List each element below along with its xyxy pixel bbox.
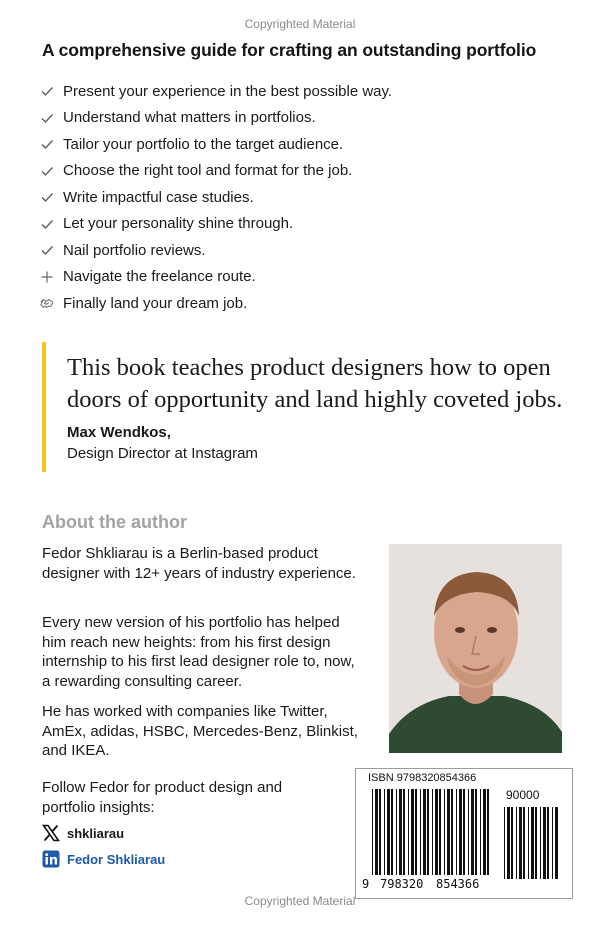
handshake-icon <box>40 296 54 310</box>
check-icon <box>40 190 54 204</box>
barcode-bar <box>387 789 390 875</box>
barcode-digit-group: 798320 <box>380 877 424 891</box>
barcode-bar <box>528 807 529 879</box>
linkedin-name: Fedor Shkliarau <box>67 851 166 867</box>
quote-author: Max Wendkos, <box>67 424 171 441</box>
x-handle-link[interactable] <box>42 824 124 842</box>
feature-text: Finally land your dream job. <box>63 294 248 312</box>
barcode-bar <box>511 807 513 879</box>
bio-paragraph: Fedor Shkliarau is a Berlin-based product designer with 12+ years of industry experience. <box>42 545 356 582</box>
barcode-bar <box>447 789 450 875</box>
check-icon <box>40 243 54 257</box>
barcode-bar <box>543 807 546 879</box>
barcode-digit-lead: 9 <box>362 877 370 891</box>
about-heading: About the author <box>42 512 187 532</box>
check-icon <box>40 111 54 125</box>
watermark-top: Copyrighted Material <box>244 17 356 31</box>
feature-item <box>40 131 392 158</box>
check-icon <box>40 217 54 231</box>
check-icon <box>40 137 54 151</box>
barcode-bar <box>456 789 457 875</box>
feature-item <box>40 211 392 238</box>
feature-item <box>40 158 392 185</box>
plus-icon <box>40 270 54 284</box>
barcode-bar <box>420 789 421 875</box>
barcode-bar <box>432 789 433 875</box>
barcode-bar <box>423 789 426 875</box>
x-logo-icon <box>42 824 60 842</box>
barcode-bar <box>523 807 525 879</box>
feature-text: Tailor your portfolio to the target audience. <box>63 135 344 153</box>
barcode-bar <box>552 807 553 879</box>
check-icon <box>40 84 54 98</box>
feature-item <box>40 105 392 132</box>
bio-paragraph: Every new version of his portfolio has helped him reach new heights: from his first design internship to his first lead designer role to, now, a rewarding consulting career. <box>42 614 355 690</box>
barcode-bar <box>547 807 549 879</box>
barcode-bar <box>372 789 373 875</box>
barcode-bar <box>519 807 522 879</box>
barcode-bar <box>439 789 441 875</box>
barcode-bar <box>487 789 489 875</box>
barcode-bar <box>379 789 381 875</box>
feature-text: Nail portfolio reviews. <box>63 241 206 259</box>
feature-text: Understand what matters in portfolios. <box>63 109 316 127</box>
feature-item <box>40 184 392 211</box>
barcode-bar <box>408 789 409 875</box>
barcode-bar <box>531 807 534 879</box>
barcode-bar <box>516 807 517 879</box>
barcode-digit-group: 854366 <box>436 877 480 891</box>
feature-text: Navigate the freelance route. <box>63 268 256 286</box>
barcode-bar <box>471 789 474 875</box>
barcode-bar <box>483 789 486 875</box>
quote-author-role: Design Director at Instagram <box>67 445 258 462</box>
feature-item <box>40 237 392 264</box>
barcode-bar <box>555 807 558 879</box>
bio-paragraph: He has worked with companies like Twitter, AmEx, adidas, HSBC, Mercedes-Benz, Blinkist, and IKEA. <box>42 703 358 759</box>
x-handle: shkliarau <box>67 825 125 841</box>
linkedin-logo-icon <box>42 850 60 868</box>
barcode-bar <box>463 789 465 875</box>
barcode-bar <box>535 807 537 879</box>
feature-list <box>40 78 392 317</box>
barcode-bar <box>403 789 405 875</box>
barcode-bar <box>504 807 505 879</box>
barcode-bar <box>468 789 469 875</box>
follow-text: Follow Fedor for product design and portfolio insights: <box>42 779 283 816</box>
feature-text: Present your experience in the best possible way. <box>63 82 393 100</box>
quote-text: This book teaches product designers how to open doors of opportunity and land highly coveted jobs. <box>67 354 563 413</box>
check-icon <box>40 164 54 178</box>
feature-item <box>40 78 392 105</box>
isbn-barcode <box>355 768 573 899</box>
author-photo <box>389 544 562 753</box>
barcode-bar <box>480 789 481 875</box>
barcode-bar <box>375 789 378 875</box>
barcode-bar <box>399 789 402 875</box>
isbn-label: ISBN 9798320854366 <box>368 772 477 784</box>
headline: A comprehensive guide for crafting an outstanding portfolio <box>42 40 537 60</box>
barcode-bar <box>540 807 541 879</box>
quote-accent-bar <box>42 342 46 472</box>
barcode-bar <box>435 789 438 875</box>
barcode-bar <box>427 789 429 875</box>
barcode-bar <box>451 789 453 875</box>
feature-text: Choose the right tool and format for the job. <box>63 162 353 180</box>
barcode-bar <box>384 789 385 875</box>
barcode-bar <box>507 807 510 879</box>
barcode-bar <box>411 789 414 875</box>
price-code: 90000 <box>506 788 540 802</box>
barcode-bar <box>459 789 462 875</box>
feature-text: Write impactful case studies. <box>63 188 254 206</box>
barcode-bar <box>475 789 477 875</box>
feature-item <box>40 264 392 291</box>
barcode-bar <box>415 789 417 875</box>
barcode-bar <box>396 789 397 875</box>
watermark-bottom: Copyrighted Material <box>244 894 356 908</box>
barcode-bar <box>444 789 445 875</box>
linkedin-link[interactable] <box>42 850 165 868</box>
barcode-bar <box>391 789 393 875</box>
feature-item <box>40 290 392 317</box>
feature-text: Let your personality shine through. <box>63 215 294 233</box>
